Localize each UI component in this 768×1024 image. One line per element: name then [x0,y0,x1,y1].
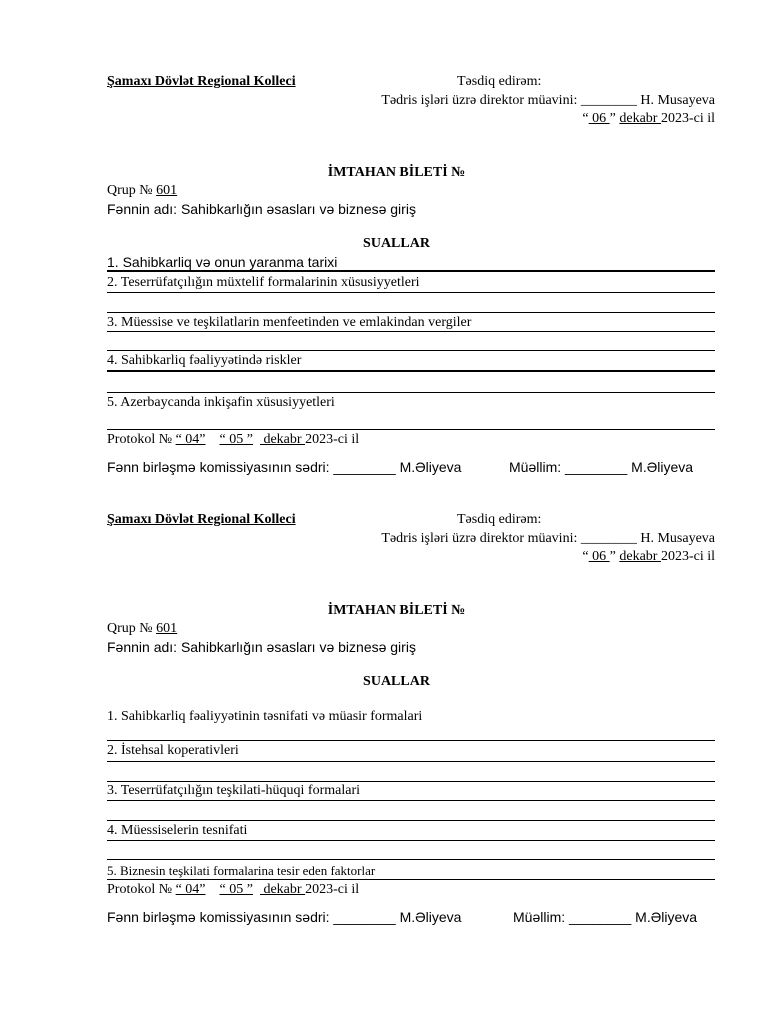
answer-line [107,392,715,393]
group-label: Qrup № [107,183,157,198]
subject-line: Fənnin adı: Sahibkarlığın əsasları və biznesə giriş [107,639,416,655]
ticket-title: İMTAHAN BİLETİ № [327,603,466,618]
date-day: 06 [588,549,610,564]
protocol-number: “ 04” [175,432,206,447]
answer-line [107,761,715,762]
group-label: Qrup № [107,621,157,636]
question-5: 5. Biznesin teşkilati formalarina tesir eden faktorlar [107,863,376,878]
protocol-label: Protokol № [107,882,176,897]
answer-line [107,350,715,351]
group-line [107,182,177,200]
date-month: dekabr [619,111,661,126]
answer-line [107,840,715,841]
protocol-year: 2023-ci il [305,882,360,897]
protocol-month: dekabr [259,432,306,447]
answer-line [107,820,715,821]
answer-line [107,800,715,801]
date-open-quote: “ [582,549,589,564]
teacher-line: Müəllim: ________ M.Əliyeva [513,909,698,925]
question-5: 5. Azerbaycanda inkişafin xüsusiyyetleri [107,395,335,410]
question-3: 3. Müessise ve teşkilatlarin menfeetinden ve emlakindan vergiler [107,315,472,330]
date-open-quote: “ [582,111,589,126]
approval-heading: Təsdiq edirəm: [457,74,542,89]
protocol-day: “ 05 ” [219,882,253,897]
answer-line [107,331,715,332]
group-value: 601 [156,183,178,198]
protocol-year: 2023-ci il [305,432,360,447]
protocol-day: “ 05 ” [219,432,253,447]
deputy-director-line: Tədris işləri üzrə direktor müavini: ________ H. Musayeva [381,93,715,108]
date-year: 2023-ci il [660,549,715,564]
question-3: 3. Teserrüfatçılığın teşkilati-hüquqi formalari [107,783,361,798]
answer-line [107,740,715,741]
approval-date [582,548,715,566]
answer-line [107,879,715,880]
commission-chair-line: Fənn birləşmə komissiyasının sədri: ________ M.Əliyeva [107,459,462,475]
date-day: 06 [588,111,610,126]
question-1: 1. Sahibkarliq fəaliyyətinin təsnifati və müasir formalari [107,709,423,724]
answer-line [107,270,715,272]
date-month: dekabr [619,549,661,564]
answer-line [107,370,715,372]
teacher-line: Müəllim: ________ M.Əliyeva [509,459,694,475]
date-year: 2023-ci il [660,111,715,126]
answer-line [107,292,715,293]
deputy-director-line: Tədris işləri üzrə direktor müavini: ________ H. Musayeva [381,531,715,546]
approval-heading: Təsdiq edirəm: [457,512,542,527]
date-close-quote: ” [609,111,620,126]
approval-date [582,110,715,128]
protocol-month: dekabr [259,882,306,897]
protocol-line [107,881,359,899]
answer-line [107,312,715,313]
group-line [107,620,177,638]
commission-chair-line: Fənn birləşmə komissiyasının sədri: ________ M.Əliyeva [107,909,462,925]
questions-heading: SUALLAR [363,674,430,689]
question-1: 1. Sahibkarliq və onun yaranma tarixi [107,254,338,270]
college-name: Şamaxı Dövlət Regional Kolleci [107,74,296,89]
answer-line [107,429,715,430]
question-4: 4. Müessiselerin tesnifati [107,823,248,838]
date-close-quote: ” [609,549,620,564]
group-value: 601 [156,621,178,636]
subject-line: Fənnin adı: Sahibkarlığın əsasları və biznesə giriş [107,201,416,217]
college-name: Şamaxı Dövlət Regional Kolleci [107,512,296,527]
protocol-line [107,431,359,449]
ticket-title: İMTAHAN BİLETİ № [327,165,466,180]
questions-heading: SUALLAR [363,236,430,251]
question-2: 2. Teserrüfatçılığın müxtelif formalarinin xüsusiyyetleri [107,275,420,290]
question-2: 2. İstehsal koperativleri [107,743,239,758]
answer-line [107,859,715,860]
protocol-label: Protokol № [107,432,176,447]
protocol-number: “ 04” [175,882,206,897]
question-4: 4. Sahibkarliq fəaliyyətində riskler [107,353,302,368]
